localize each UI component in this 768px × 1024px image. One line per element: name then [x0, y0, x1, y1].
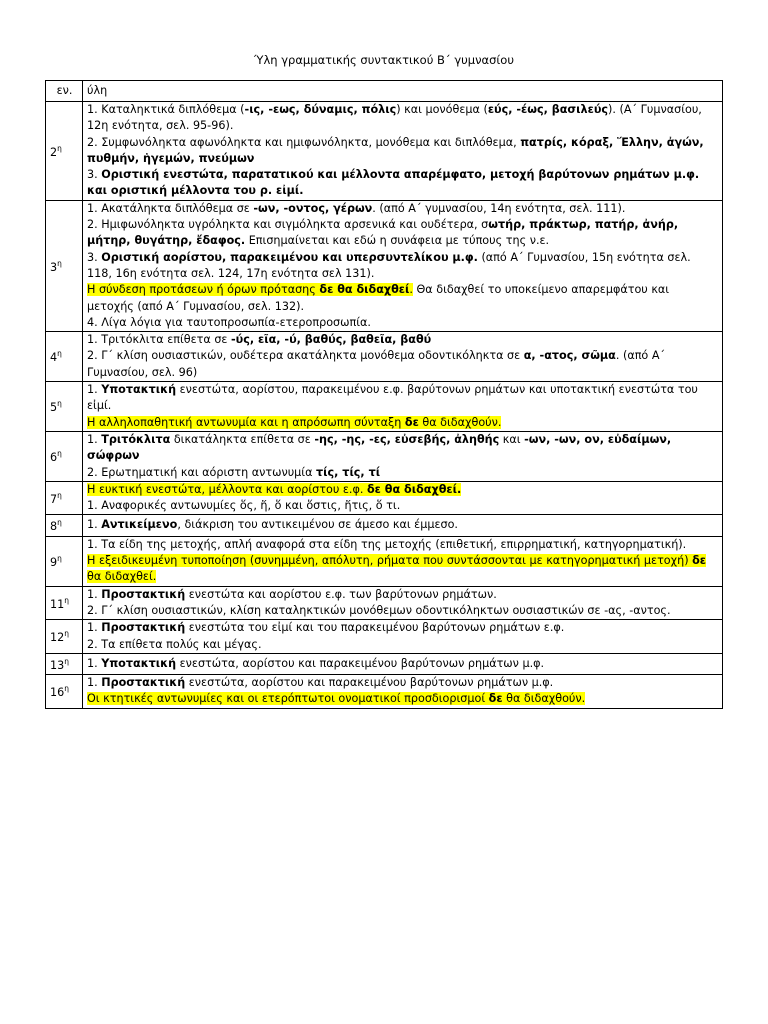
line-text: -ων, -οντος, γέρων: [253, 201, 373, 215]
highlighted-text: δε: [404, 415, 419, 429]
unit-suffix: η: [57, 399, 62, 409]
syllabus-line: [87, 675, 719, 691]
syllabus-line: [87, 691, 719, 707]
content-cell: [83, 382, 723, 432]
header-content: ύλη: [83, 81, 723, 102]
unit-suffix: η: [64, 629, 70, 639]
line-text: και: [499, 432, 525, 446]
line-text: -ης, -ης, -ες, εὐσεβής, ἀληθής: [314, 432, 500, 446]
unit-number: 5: [50, 401, 58, 415]
unit-suffix: η: [64, 595, 70, 605]
syllabus-line: [87, 135, 719, 168]
line-text: 3.: [87, 168, 102, 182]
unit-suffix: η: [64, 684, 70, 694]
syllabus-line: [87, 498, 719, 514]
syllabus-line: [87, 282, 719, 315]
line-text: ωτήρ, πράκτωρ, πατήρ, ἀνήρ, μήτηρ, θυγάτηρ, ἔδαφος.: [87, 218, 679, 248]
unit-number: 16: [50, 686, 65, 700]
unit-suffix: η: [57, 258, 62, 268]
unit-number: 3: [50, 260, 58, 274]
table-row: [46, 200, 723, 331]
line-text: 1.: [87, 518, 102, 532]
syllabus-line: [87, 637, 719, 653]
line-text: Οριστική ενεστώτα, παρατατικού και μέλλοντα απαρέμφατο, μετοχή βαρύτονων ρημάτων μ.φ. και οριστική μέλλοντα του ρ. εἰμί.: [87, 168, 700, 198]
unit-cell: [46, 536, 83, 586]
table-row: [46, 481, 723, 515]
line-text: δικατάληκτα επίθετα σε: [170, 432, 315, 446]
line-text: ενεστώτα του εἰμί και του παρακειμένου βαρύτονων ρημάτων ε.φ.: [185, 621, 565, 635]
line-text: 1. Τριτόκλιτα επίθετα σε: [87, 333, 232, 347]
highlighted-text: δε θα διδαχθεί: [319, 283, 410, 297]
unit-number: 11: [50, 597, 65, 611]
syllabus-line: [87, 102, 719, 135]
content-cell: [83, 586, 723, 620]
line-text: Υποτακτική: [101, 656, 177, 670]
line-text: -ύς, εῖα, -ύ, βαθύς, βαθεῖα, βαθύ: [231, 333, 432, 347]
unit-cell: [46, 481, 83, 515]
highlighted-text: Η αλληλοπαθητική αντωνυμία και η απρόσωπη σύνταξη: [87, 415, 405, 429]
unit-suffix: η: [57, 554, 62, 564]
line-text: Προστακτική: [101, 621, 186, 635]
unit-number: 6: [50, 451, 58, 465]
line-text: Προστακτική: [101, 676, 186, 690]
line-text: 1.: [87, 587, 102, 601]
line-text: Οριστική αορίστου, παρακειμένου και υπερσυντελίκου μ.φ.: [101, 250, 478, 264]
unit-suffix: η: [57, 449, 62, 459]
line-text: . (από Α΄ γυμνασίου, 14η ενότητα, σελ. 111).: [372, 201, 626, 215]
line-text: 2. Συμφωνόληκτα αφωνόληκτα και ημιφωνόληκτα, μονόθεμα και διπλόθεμα,: [87, 135, 521, 149]
syllabus-line: [87, 332, 719, 348]
line-text: ενεστώτα, αορίστου και παρακειμένου βαρύτονων ρημάτων μ.φ.: [176, 656, 545, 670]
highlighted-text: δε: [488, 692, 503, 706]
line-text: 2. Γ΄ κλίση ουσιαστικών, ουδέτερα ακατάληκτα μονόθεμα οδοντικόληκτα σε: [87, 349, 524, 363]
unit-cell: [46, 586, 83, 620]
syllabus-line: [87, 348, 719, 381]
highlighted-text: θα διδαχθούν.: [502, 692, 586, 706]
content-cell: [83, 481, 723, 515]
line-text: ενεστώτα, αορίστου και παρακειμένου βαρύτονων ρημάτων μ.φ.: [185, 676, 554, 690]
highlighted-text: Η σύνδεση προτάσεων ή όρων πρότασης: [87, 283, 320, 297]
line-text: 2. Ημιφωνόληκτα υγρόληκτα και σιγμόληκτα αρσενικά και ουδέτερα, σ: [87, 218, 489, 232]
unit-suffix: η: [57, 518, 62, 528]
highlighted-text: δε θα διδαχθεί.: [366, 482, 462, 496]
syllabus-line: [87, 315, 719, 331]
syllabus-line: [87, 587, 719, 603]
syllabus-line: [87, 201, 719, 217]
line-text: 1. Καταληκτικά διπλόθεμα (: [87, 103, 245, 116]
syllabus-line: [87, 465, 719, 481]
line-text: 1.: [87, 383, 102, 397]
syllabus-line: [87, 167, 719, 200]
line-text: -ις, -εως, δύναμις, πόλις: [244, 103, 397, 116]
highlighted-text: Οι κτητικές αντωνυμίες και οι ετερόπτωτοι ονοματικοί προσδιορισμοί: [87, 692, 489, 706]
unit-number: 9: [50, 556, 58, 570]
highlighted-text: θα διδαχθεί.: [87, 570, 157, 584]
content-cell: [83, 332, 723, 382]
unit-cell: [46, 431, 83, 481]
table-row: [46, 620, 723, 654]
content-cell: [83, 200, 723, 331]
unit-cell: [46, 200, 83, 331]
syllabus-table: [45, 80, 723, 709]
line-text: Προστακτική: [101, 587, 186, 601]
line-text: 3.: [87, 250, 102, 264]
line-text: ) και μονόθεμα (: [396, 103, 488, 116]
table-header-row: [46, 81, 723, 102]
syllabus-line: [87, 382, 719, 415]
table-row: [46, 515, 723, 536]
line-text: ενεστώτα, αορίστου, παρακειμένου ε.φ. βαρύτονων ρημάτων και υποτακτική ενεστώτα του εἰμί.: [87, 383, 698, 413]
syllabus-line: [87, 656, 719, 672]
syllabus-line: [87, 415, 719, 431]
content-cell: [83, 620, 723, 654]
line-text: ). (Α΄ Γυμνασίου, 12η ενότητα, σελ. 95-96).: [87, 103, 702, 133]
highlighted-text: Η εξειδικευμένη τυποποίηση (συνημμένη, απόλυτη, ρήματα που συντάσσονται με κατηγορηματική μετοχή): [87, 554, 693, 568]
syllabus-line: [87, 553, 719, 586]
unit-suffix: η: [57, 143, 62, 153]
unit-number: 8: [50, 520, 58, 534]
unit-suffix: η: [57, 490, 62, 500]
unit-number: 2: [50, 145, 58, 159]
table-row: [46, 332, 723, 382]
unit-cell: [46, 620, 83, 654]
highlighted-text: θα διδαχθούν.: [418, 415, 502, 429]
content-cell: [83, 431, 723, 481]
header-unit: εν.: [46, 81, 83, 102]
line-text: 1.: [87, 432, 102, 446]
highlighted-text: Η ευκτική ενεστώτα, μέλλοντα και αορίστου ε.φ.: [87, 482, 367, 496]
unit-cell: [46, 653, 83, 674]
table-row: [46, 536, 723, 586]
line-text: 1. Ακατάληκτα διπλόθεμα σε: [87, 201, 254, 215]
unit-cell: [46, 675, 83, 709]
line-text: 1. Τα είδη της μετοχής, απλή αναφορά στα είδη της μετοχής (επιθετική, επιρρηματική, κατηγορηματική).: [87, 537, 687, 551]
table-row: [46, 675, 723, 709]
syllabus-line: [87, 250, 719, 283]
line-text: 1.: [87, 656, 102, 670]
content-cell: [83, 653, 723, 674]
highlighted-text: δε: [692, 554, 707, 568]
unit-cell: [46, 102, 83, 201]
line-text: πατρίς, κόραξ, Ἕλλην, ἀγών, πυθμήν, ἡγεμών, πνεύμων: [87, 135, 704, 165]
line-text: (από Α΄ Γυμνασίου, 15η ενότητα σελ. 118, 16η ενότητα σελ. 124, 17η ενότητα σελ 131).: [87, 250, 691, 280]
line-text: Θα διδαχθεί το υποκείμενο απαρεμφάτου και μετοχής (από Α΄ Γυμνασίου, σελ. 132).: [87, 283, 670, 313]
table-row: [46, 431, 723, 481]
content-cell: [83, 102, 723, 201]
content-cell: [83, 515, 723, 536]
unit-suffix: η: [57, 349, 62, 359]
syllabus-line: [87, 482, 719, 498]
syllabus-line: [87, 620, 719, 636]
line-text: Τριτόκλιτα: [101, 432, 171, 446]
line-text: α, -ατος, σῶμα: [523, 349, 616, 363]
syllabus-line: [87, 517, 719, 533]
line-text: Υποτακτική: [101, 383, 177, 397]
unit-number: 12: [50, 631, 65, 645]
line-text: εύς, -έως, βασιλεύς: [487, 103, 609, 116]
line-text: 2. Τα επίθετα πολύς και μέγας.: [87, 637, 262, 651]
syllabus-line: [87, 603, 719, 619]
line-text: 1.: [87, 676, 102, 690]
line-text: -ων, -ων, ον, εὐδαίμων, σώφρων: [87, 432, 672, 463]
highlighted-text: .: [409, 283, 413, 297]
table-body: [46, 102, 723, 709]
unit-suffix: η: [64, 656, 70, 666]
table-row: [46, 586, 723, 620]
unit-number: 7: [50, 492, 58, 506]
unit-cell: [46, 515, 83, 536]
syllabus-line: [87, 537, 719, 553]
line-text: , διάκριση του αντικειμένου σε άμεσο και έμμεσο.: [177, 518, 458, 532]
line-text: 2. Ερωτηματική και αόριστη αντωνυμία: [87, 465, 317, 479]
content-cell: [83, 536, 723, 586]
table-row: [46, 102, 723, 201]
line-text: . (από Α΄ Γυμνασίου, σελ. 96): [87, 349, 666, 379]
unit-number: 13: [50, 658, 65, 672]
line-text: 1.: [87, 621, 102, 635]
line-text: Επισημαίνεται και εδώ η συνάφεια με τύπους της ν.ε.: [245, 234, 550, 248]
unit-cell: [46, 382, 83, 432]
line-text: Αντικείμενο: [101, 518, 178, 532]
unit-cell: [46, 332, 83, 382]
line-text: τίς, τίς, τί: [316, 465, 381, 479]
unit-number: 4: [50, 351, 58, 365]
line-text: 4. Λίγα λόγια για ταυτοπροσωπία-ετεροπροσωπία.: [87, 315, 371, 329]
page-title: Ύλη γραμματικής συντακτικού Β΄ γυμνασίου: [254, 53, 514, 67]
syllabus-line: [87, 432, 719, 465]
line-text: 2. Γ΄ κλίση ουσιαστικών, κλίση καταληκτικών μονόθεμων οδοντικόληκτων ουσιαστικών σε -ας, -αντος.: [87, 603, 671, 617]
table-row: [46, 653, 723, 674]
line-text: 1. Αναφορικές αντωνυμίες ὅς, ἥ, ὅ και ὅστις, ἥτις, ὅ τι.: [87, 499, 401, 513]
line-text: ενεστώτα και αορίστου ε.φ. των βαρύτονων ρημάτων.: [185, 587, 497, 601]
table-row: [46, 382, 723, 432]
syllabus-line: [87, 217, 719, 250]
content-cell: [83, 675, 723, 709]
